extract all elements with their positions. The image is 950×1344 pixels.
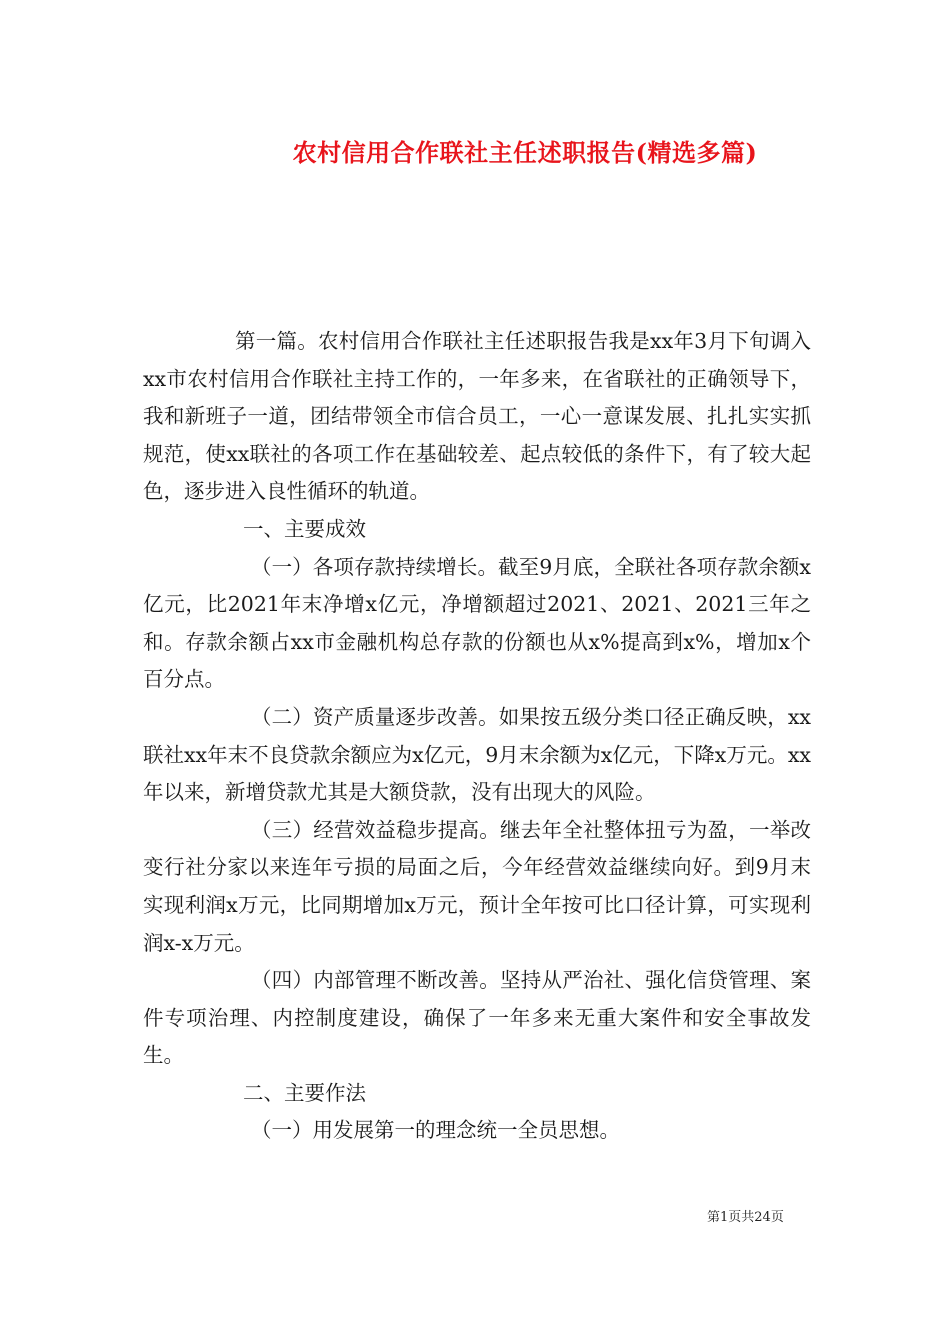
paragraph: （四）内部管理不断改善。坚持从严治社、强化信贷管理、案件专项治理、内控制度建设，确保了一年多来无重大案件和安全事故发生。 (143, 968, 811, 1068)
paragraph: （三）经营效益稳步提高。继去年全社整体扭亏为盈，一举改变行社分家以来连年亏损的局面之后，今年经营效益继续向好。到9月末实现利润x万元，比同期增加x万元，预计全年按可比口径计算，可实现利润x-x万元。 (143, 817, 811, 955)
paragraph: （二）资产质量逐步改善。如果按五级分类口径正确反映，xx联社xx年末不良贷款余额应为x亿元，9月末余额为x亿元，下降x万元。xx年以来，新增贷款尤其是大额贷款，没有出现大的风险。 (143, 704, 811, 805)
paragraph: 第一篇。农村信用合作联社主任述职报告我是xx年3月下旬调入xx市农村信用合作联社主持工作的，一年多来，在省联社的正确领导下，我和新班子一道，团结带领全市信合员工，一心一意谋发展、扎扎实实抓规范，使xx联社的各项工作在基础较差、起点较低的条件下，有了较大起色，逐步进入良性循环的轨道。 (143, 329, 811, 504)
paragraph: （一）用发展第一的理念统一全员思想。 (251, 1118, 620, 1143)
document-title: 农村信用合作联社主任述职报告(精选多篇) (292, 138, 758, 167)
page-number: 第1页共24页 (707, 1210, 784, 1225)
document-body (143, 323, 811, 1150)
section-heading: 二、主要作法 (243, 1080, 366, 1105)
paragraph: （一）各项存款持续增长。截至9月底，全联社各项存款余额x亿元，比2021年末净增x亿元，净增额超过2021、2021、2021三年之和。存款余额占xx市金融机构总存款的份额也从x%提高到x%，增加x个百分点。 (143, 554, 811, 692)
section-heading: 一、主要成效 (243, 516, 366, 541)
